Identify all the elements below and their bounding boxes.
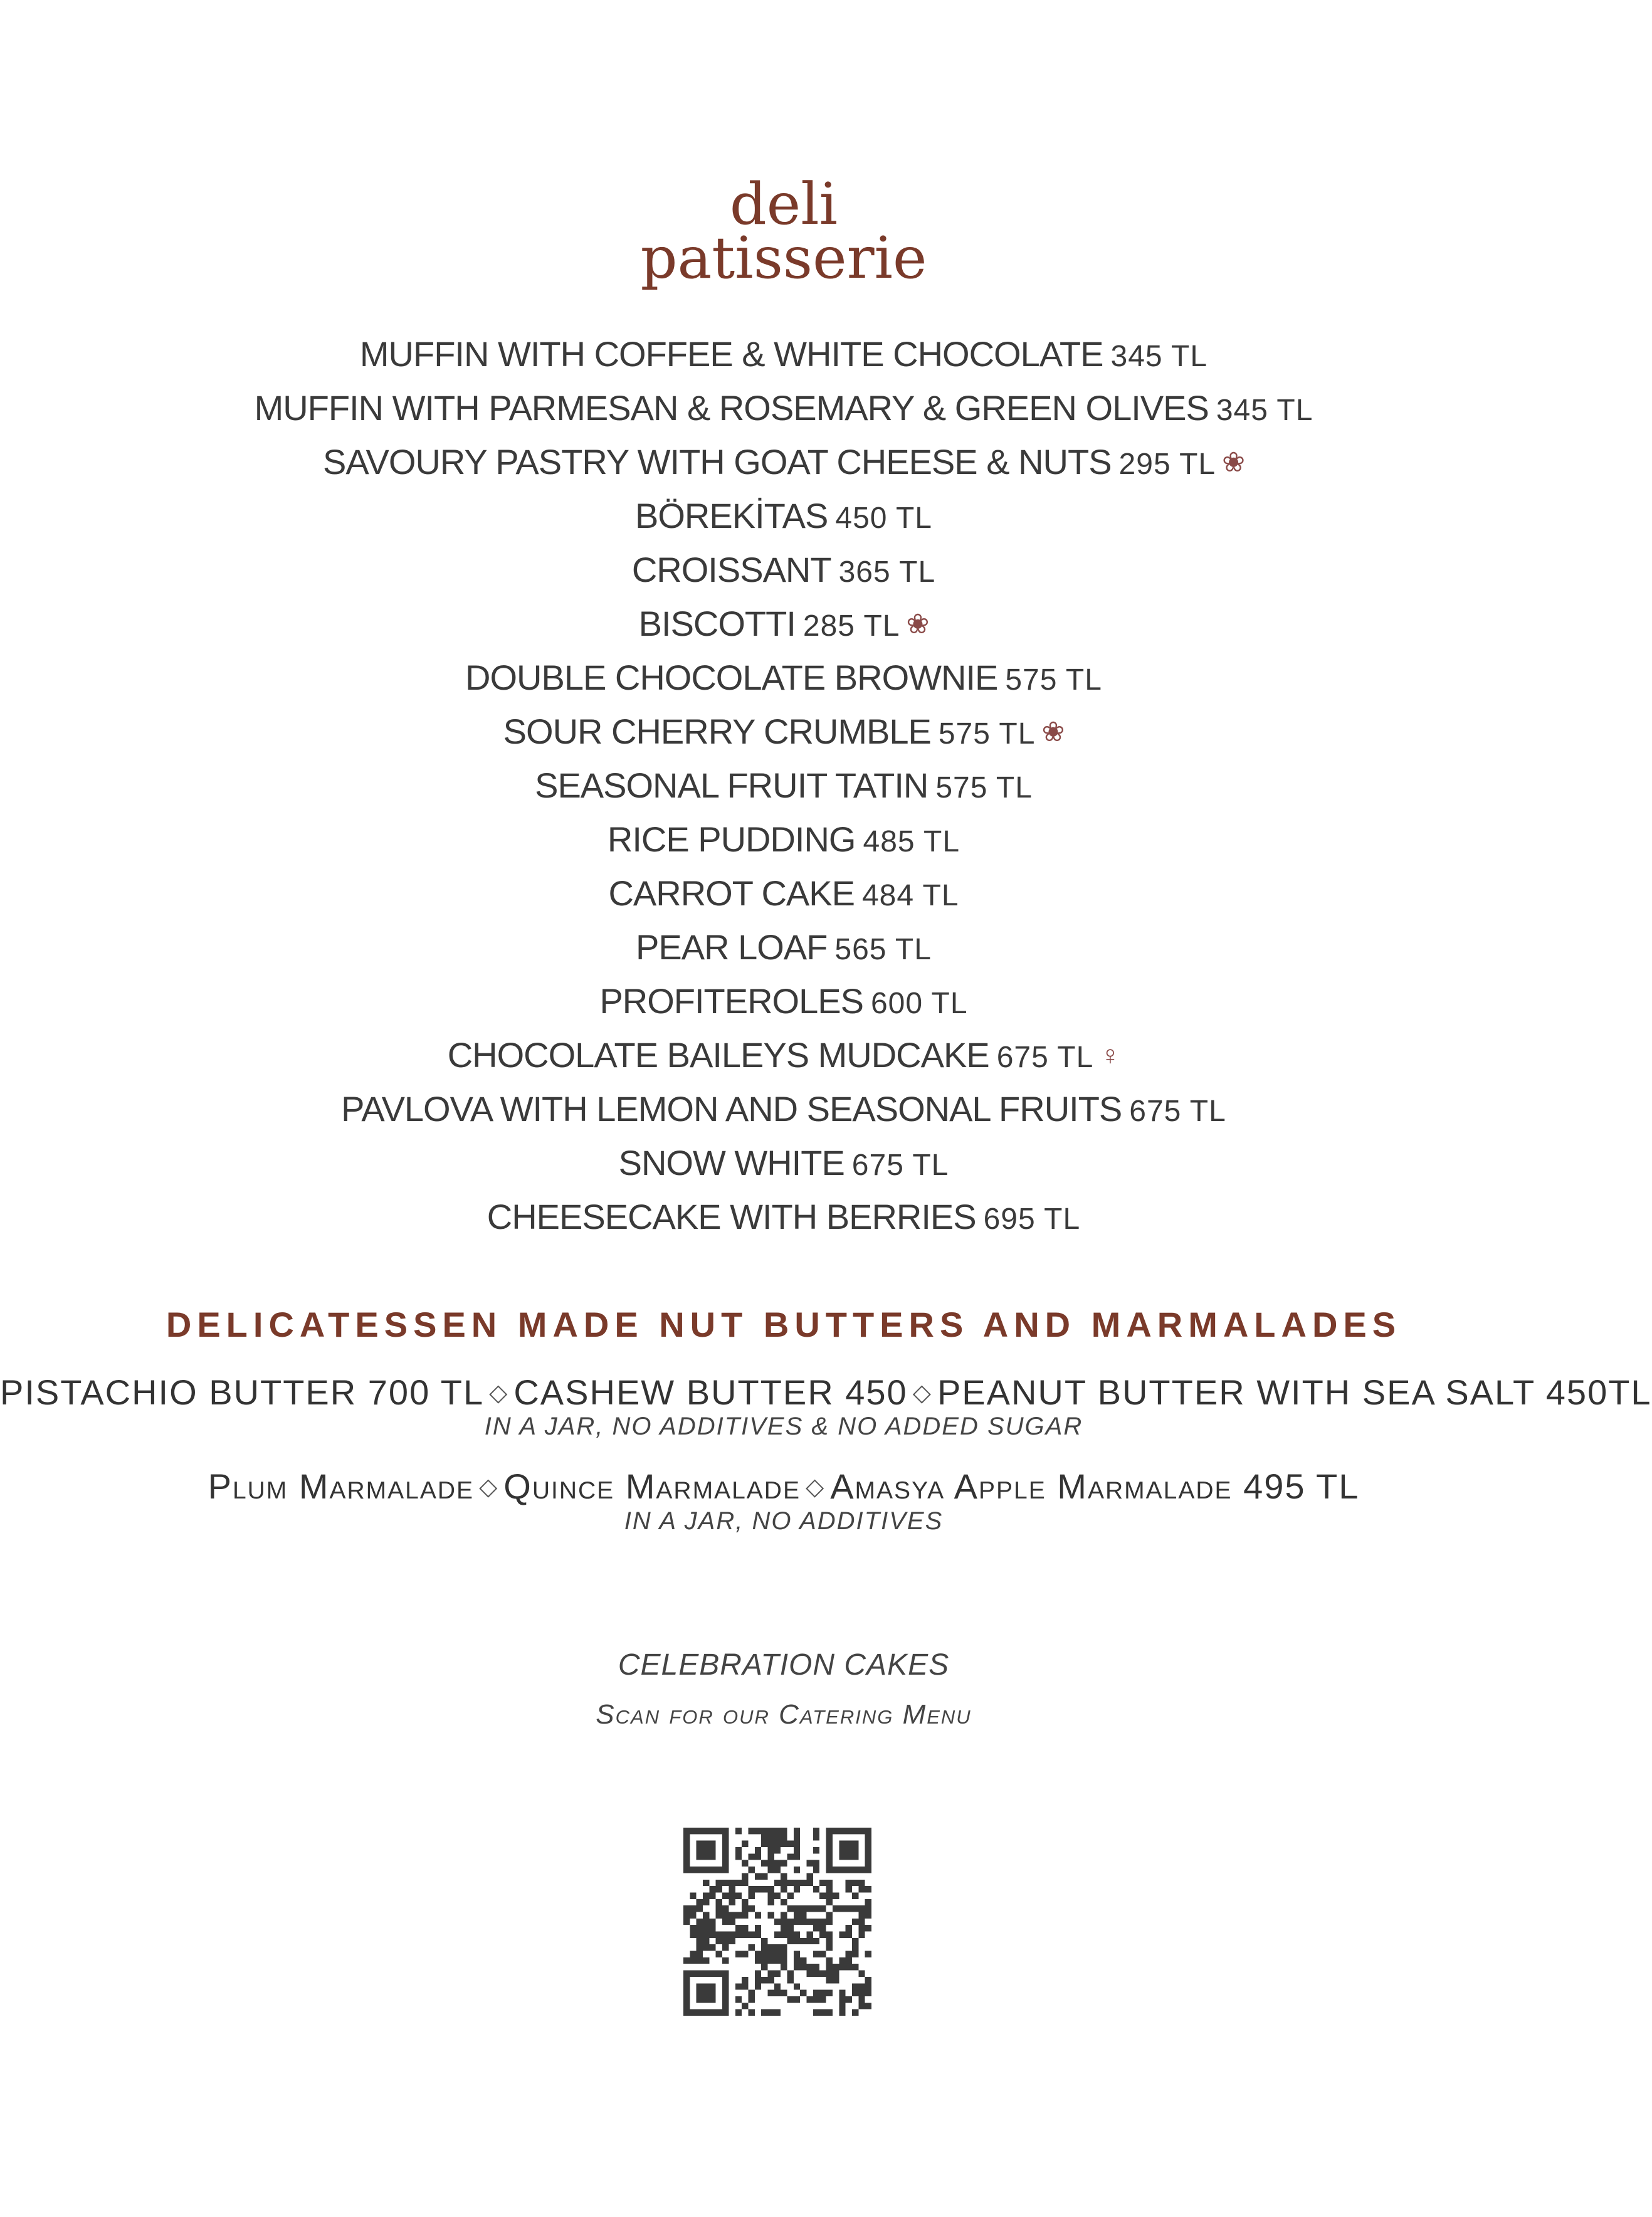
menu-item-name: MUFFIN WITH COFFEE & WHITE CHOCOLATE bbox=[359, 334, 1103, 374]
menu-item-price: 575 TL bbox=[935, 771, 1033, 804]
menu-item bbox=[0, 381, 1567, 435]
menu-item-name: CHEESECAKE WITH BERRIES bbox=[487, 1197, 976, 1236]
menu-item bbox=[0, 597, 1567, 651]
menu-item-name: RICE PUDDING bbox=[607, 819, 856, 859]
menu-item-price: 450 TL bbox=[835, 502, 932, 535]
menu-item bbox=[0, 543, 1567, 597]
menu-item-price: 695 TL bbox=[983, 1203, 1081, 1236]
menu-item bbox=[0, 327, 1567, 381]
peanut-butter: PEANUT BUTTER WITH SEA SALT 450TL bbox=[937, 1372, 1652, 1412]
menu-item-name: PAVLOVA WITH LEMON AND SEASONAL FRUITS bbox=[341, 1089, 1122, 1129]
menu-item-price: 575 TL bbox=[1005, 663, 1102, 697]
menu-items-list bbox=[0, 327, 1567, 1244]
cashew-butter: CASHEW BUTTER 450 bbox=[513, 1372, 908, 1412]
menu-item-name: CHOCOLATE BAILEYS MUDCAKE bbox=[447, 1035, 989, 1075]
menu-item-price: 565 TL bbox=[834, 933, 932, 966]
menu-item-name: BISCOTTI bbox=[638, 604, 796, 643]
marmalades-note: IN A JAR, NO ADDITIVES bbox=[624, 1507, 944, 1535]
menu-item-name: DOUBLE CHOCOLATE BROWNIE bbox=[465, 658, 998, 697]
diamond-icon: ◇ bbox=[479, 1474, 499, 1500]
marmalades-line bbox=[0, 1466, 1567, 1507]
menu-item-name: SNOW WHITE bbox=[618, 1143, 844, 1182]
nut-butters-note: IN A JAR, NO ADDITIVES & NO ADDED SUGAR bbox=[484, 1413, 1083, 1440]
menu-item bbox=[0, 435, 1567, 489]
menu-item bbox=[0, 866, 1567, 920]
menu-item bbox=[0, 1082, 1567, 1136]
brand-line-2: patisserie bbox=[640, 224, 927, 292]
plum-marmalade: Plum Marmalade bbox=[208, 1467, 475, 1506]
diamond-icon: ◇ bbox=[912, 1380, 932, 1406]
menu-item-price: 675 TL bbox=[996, 1041, 1094, 1074]
diamond-icon: ◇ bbox=[805, 1474, 826, 1500]
nut-butters-line bbox=[0, 1372, 1652, 1413]
pistachio-butter: PISTACHIO BUTTER 700 TL bbox=[0, 1372, 485, 1412]
section-title: DELICATESSEN MADE NUT BUTTERS AND MARMALADES bbox=[166, 1305, 1402, 1344]
menu-item-price: 675 TL bbox=[851, 1149, 949, 1182]
menu-item-price: 484 TL bbox=[861, 879, 959, 912]
menu-item-price: 600 TL bbox=[870, 987, 968, 1020]
menu-item-price: 345 TL bbox=[1110, 340, 1208, 373]
quince-marmalade: Quince Marmalade bbox=[503, 1467, 801, 1506]
menu-item bbox=[0, 813, 1567, 866]
menu-item-price: 345 TL bbox=[1216, 394, 1313, 427]
nut-icon: ❀ bbox=[1041, 717, 1065, 747]
menu-item-price: 285 TL bbox=[802, 609, 900, 643]
menu-item-price: 575 TL bbox=[938, 717, 1036, 750]
menu-item bbox=[0, 489, 1567, 543]
menu-item-price: 485 TL bbox=[863, 825, 960, 858]
menu-item-price: 365 TL bbox=[838, 556, 936, 589]
menu-item-name: CARROT CAKE bbox=[608, 873, 855, 913]
menu-item bbox=[0, 974, 1567, 1028]
menu-item-price: 295 TL bbox=[1118, 448, 1216, 481]
menu-item-name: MUFFIN WITH PARMESAN & ROSEMARY & GREEN OLIVES bbox=[254, 388, 1209, 428]
menu-item-name: SEASONAL FRUIT TATIN bbox=[535, 766, 929, 805]
menu-item bbox=[0, 1190, 1567, 1244]
menu-item-name: PEAR LOAF bbox=[636, 927, 828, 967]
qr-code-icon[interactable] bbox=[683, 1828, 871, 2016]
menu-item bbox=[0, 920, 1567, 974]
diamond-icon: ◇ bbox=[489, 1380, 509, 1406]
menu-item bbox=[0, 1028, 1567, 1082]
menu-item-name: SOUR CHERRY CRUMBLE bbox=[503, 712, 931, 751]
catering-scan-text: Scan for our Catering Menu bbox=[596, 1699, 972, 1730]
menu-item-name: PROFITEROLES bbox=[599, 981, 863, 1021]
menu-item bbox=[0, 651, 1567, 705]
menu-item-name: CROISSANT bbox=[631, 550, 831, 589]
menu-item bbox=[0, 1136, 1567, 1190]
menu-item bbox=[0, 705, 1567, 759]
menu-item bbox=[0, 759, 1567, 813]
amasya-apple-marmalade: Amasya Apple Marmalade 495 TL bbox=[830, 1467, 1360, 1506]
nut-icon: ❀ bbox=[906, 609, 929, 640]
nut-icon: ❀ bbox=[1222, 447, 1244, 478]
menu-item-name: SAVOURY PASTRY WITH GOAT CHEESE & NUTS bbox=[323, 442, 1112, 482]
brand-line-1: deli bbox=[729, 171, 838, 238]
wine-glass-icon: ♀ bbox=[1100, 1040, 1120, 1071]
celebration-cakes: CELEBRATION CAKES bbox=[618, 1648, 950, 1682]
menu-item-name: BÖREKİTAS bbox=[635, 496, 828, 535]
brand-logo bbox=[0, 171, 1567, 292]
menu-item-price: 675 TL bbox=[1129, 1095, 1226, 1128]
